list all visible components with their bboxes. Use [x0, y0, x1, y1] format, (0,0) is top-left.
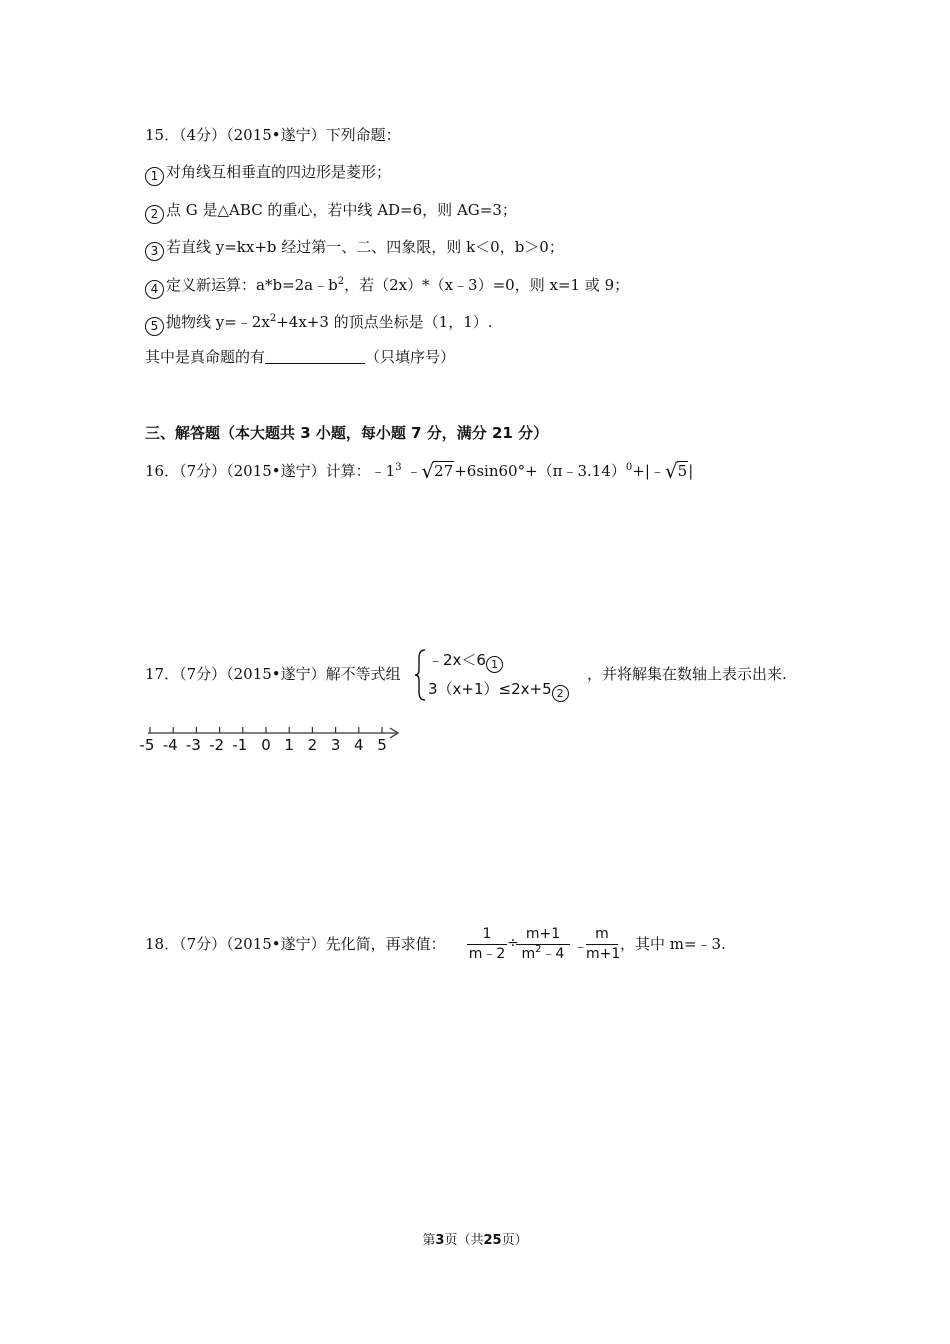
q15-item-1 — [145, 162, 391, 186]
inequality-2-text: 3（x+1）≤2x+5 — [428, 680, 552, 698]
system-brace — [413, 648, 427, 702]
q15-answer-line — [145, 347, 455, 367]
minus-sign: ﹣ — [573, 937, 589, 955]
fraction-1-denominator: m﹣2 — [468, 946, 506, 962]
number-line-label: -2 — [209, 736, 225, 754]
circled-number-1: 1 — [486, 656, 503, 673]
number-line-label: 3 — [330, 736, 341, 754]
q15-item-4-text-a: 定义新运算：a*b=2a﹣b — [166, 276, 338, 294]
q16-tail: +|﹣ — [632, 462, 665, 480]
sqrt-symbol: √ — [421, 459, 435, 483]
q15-item-4-sup: 2 — [337, 276, 345, 287]
q16-line — [145, 461, 693, 481]
circled-number-3: 3 — [145, 242, 164, 261]
q16-close: | — [688, 462, 694, 480]
fraction-2-den-base: m — [521, 946, 536, 962]
q16-exp1: 3 — [395, 462, 402, 473]
q16-minus: ﹣ — [406, 462, 422, 480]
circled-number-1: 1 — [145, 167, 164, 186]
q16-radicand-2: 5 — [677, 462, 688, 480]
page-footer — [0, 1229, 950, 1248]
sqrt-symbol: √ — [664, 459, 678, 483]
section-heading: 三、解答题（本大题共 3 小题，每小题 7 分，满分 21 分） — [145, 424, 549, 442]
number-line-label: -4 — [162, 736, 178, 754]
q15-item-2 — [145, 200, 517, 224]
fraction-1 — [467, 926, 507, 963]
q15-answer-suffix: （只填序号） — [365, 348, 456, 366]
number-line-label: 2 — [307, 736, 318, 754]
q15-item-5-sup: 2 — [269, 313, 277, 324]
q17-tail: ，并将解集在数轴上表示出来. — [587, 665, 787, 683]
inequality-2 — [428, 678, 571, 702]
number-line-label: 4 — [354, 736, 364, 754]
q15-stem: 15．（4分）（2015•遂宁）下列命题： — [145, 126, 401, 144]
inequality-1 — [428, 649, 505, 673]
fraction-3-denominator: m+1 — [586, 946, 621, 962]
q16-stem: 16．（7分）（2015•遂宁）计算：﹣1 — [145, 462, 396, 480]
fraction-2 — [516, 926, 570, 963]
fraction-2-den-tail: ﹣4 — [541, 946, 565, 962]
inequality-1-text: ﹣2x＜6 — [428, 651, 486, 669]
q18-tail: ，其中 m=﹣3. — [620, 935, 726, 953]
number-line-label: -1 — [232, 736, 248, 754]
fraction-2-numerator: m+1 — [525, 926, 561, 942]
fraction-2-denominator — [516, 946, 570, 963]
number-line-label: -5 — [139, 736, 155, 754]
circled-number-5: 5 — [145, 317, 164, 336]
q15-answer-prefix: 其中是真命题的有 — [145, 348, 266, 366]
q15-item-1-text: 对角线互相垂直的四边形是菱形； — [166, 163, 392, 181]
footer-post: 页） — [501, 1233, 528, 1248]
number-line-label: -3 — [185, 736, 201, 754]
circled-number-4: 4 — [145, 280, 164, 299]
number-line-label: 5 — [377, 736, 387, 754]
q15-item-4-text-b: ，若（2x）*（x﹣3）=0，则 x=1 或 9； — [344, 276, 630, 294]
q15-item-2-text: 点 G 是△ABC 的重心，若中线 AD=6，则 AG=3； — [166, 201, 517, 219]
fraction-3 — [586, 926, 621, 963]
q15-item-3-text: 若直线 y=kx+b 经过第一、二、四象限，则 k＜0，b＞0； — [166, 238, 564, 256]
q15-item-5 — [145, 312, 493, 336]
footer-mid: 页（共 — [444, 1233, 484, 1248]
circled-number-2: 2 — [145, 205, 164, 224]
q15-item-4 — [145, 275, 629, 299]
q15-item-5-text-a: 抛物线 y=﹣2x — [166, 313, 270, 331]
q16-mid: +6sin60°+（π﹣3.14） — [454, 462, 626, 480]
fraction-2-den-exp: 2 — [535, 944, 542, 955]
answer-blank[interactable] — [265, 348, 365, 364]
division-sign: ÷ — [507, 935, 519, 951]
page-number: 3 — [435, 1233, 445, 1248]
footer-pre: 第 — [422, 1233, 436, 1248]
fraction-1-numerator: 1 — [482, 926, 492, 942]
q15-item-5-text-b: +4x+3 的顶点坐标是（1，1）. — [276, 313, 493, 331]
number-line-label: 0 — [261, 736, 271, 754]
q16-exp2: 0 — [625, 462, 633, 473]
page-total: 25 — [483, 1233, 502, 1248]
q18-stem: 18．（7分）（2015•遂宁）先化简，再求值： — [145, 935, 446, 953]
number-line-label: 1 — [284, 736, 294, 754]
circled-number-2: 2 — [552, 685, 569, 702]
fraction-3-numerator: m — [595, 926, 609, 942]
q16-radicand-1: 27 — [434, 462, 454, 480]
q17-stem: 17．（7分）（2015•遂宁）解不等式组 — [145, 665, 401, 683]
q15-item-3 — [145, 237, 564, 261]
